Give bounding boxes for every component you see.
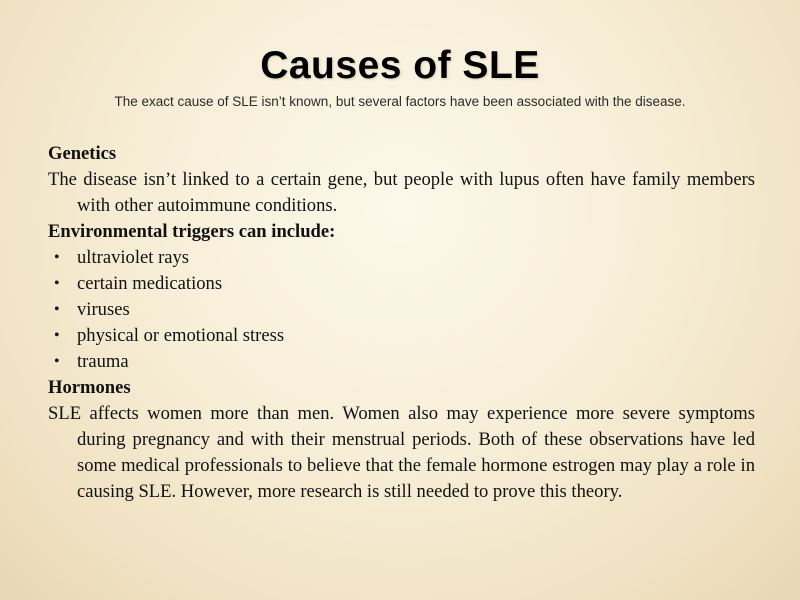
list-item — [48, 245, 755, 271]
bullet-icon: • — [54, 353, 60, 370]
list-item — [48, 297, 755, 323]
environmental-heading: Environmental triggers can include: — [48, 221, 336, 242]
slide-body — [48, 141, 755, 505]
bullet-icon: • — [54, 301, 60, 318]
bullet-icon: • — [54, 327, 60, 344]
slide-subtitle: The exact cause of SLE isn’t known, but several factors have been associated with the disease. — [114, 94, 686, 109]
list-item-label: trauma — [77, 351, 129, 372]
list-item-label: physical or emotional stress — [77, 325, 285, 346]
list-item-label: viruses — [77, 299, 130, 320]
list-item-label: ultraviolet rays — [77, 247, 190, 268]
slide-title: Causes of SLE — [260, 44, 540, 87]
bullet-icon: • — [54, 275, 60, 292]
genetics-text: The disease isn’t linked to a certain gene, but people with lupus often have family members with other autoimmune conditions. — [48, 169, 755, 216]
list-item-label: certain medications — [77, 273, 223, 294]
list-item — [48, 323, 755, 349]
hormones-text: SLE affects women more than men. Women also may experience more severe symptoms during pregnancy and with their menstrual periods. Both of these observations have led some medical professionals to believe that the female hormone estrogen may play a role in causing SLE. However, more research is still needed to prove this theory. — [48, 403, 755, 502]
hormones-heading: Hormones — [48, 377, 131, 398]
list-item — [48, 349, 755, 375]
bullet-icon: • — [54, 249, 60, 266]
genetics-heading: Genetics — [48, 143, 117, 164]
list-item — [48, 271, 755, 297]
environmental-triggers-list — [48, 245, 755, 375]
